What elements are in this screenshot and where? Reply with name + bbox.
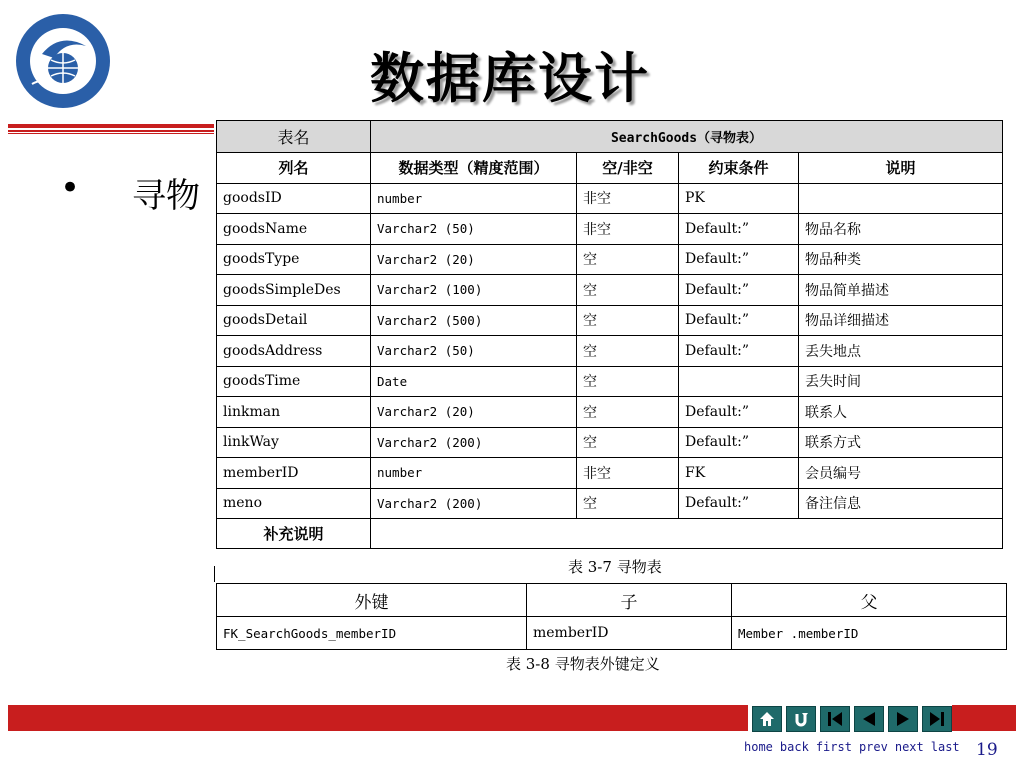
cell-data-type: Varchar2 (200) [371, 427, 577, 458]
home-button[interactable] [752, 706, 782, 732]
divider [214, 566, 215, 582]
column-header: 父 [732, 584, 1007, 617]
cell-constraint: Default:” [679, 275, 799, 306]
table-row [217, 366, 1003, 397]
cell-constraint: Default:” [679, 427, 799, 458]
cell-column-name: memberID [217, 458, 371, 489]
cell-column-name: goodsAddress [217, 336, 371, 367]
cell-description: 丢失时间 [799, 366, 1003, 397]
foreign-key-table [216, 583, 1007, 650]
cell-nullable: 空 [577, 244, 679, 275]
cell-description: 丢失地点 [799, 336, 1003, 367]
cell-nullable: 非空 [577, 214, 679, 245]
column-header: 外键 [217, 584, 527, 617]
table-row [217, 275, 1003, 306]
note-value [371, 519, 1003, 549]
cell-nullable: 空 [577, 427, 679, 458]
cell-column-name: goodsID [217, 183, 371, 214]
cell-nullable: 非空 [577, 183, 679, 214]
cell-description: 物品详细描述 [799, 305, 1003, 336]
cell-data-type: Varchar2 (100) [371, 275, 577, 306]
prev-icon [860, 710, 878, 728]
slide-navigation [752, 706, 952, 732]
table-image [214, 120, 1010, 673]
nav-label-prev[interactable]: prev [858, 740, 888, 754]
fk-row [217, 617, 1007, 650]
last-icon [928, 710, 946, 728]
nav-label-back[interactable]: back [779, 740, 809, 754]
cell-data-type: number [371, 183, 577, 214]
cell-constraint: Default:” [679, 244, 799, 275]
table-title-row [217, 121, 1003, 153]
nav-labels [744, 740, 967, 754]
cell-column-name: goodsSimpleDes [217, 275, 371, 306]
bullet-text: 寻物 [132, 176, 200, 216]
nav-label-last[interactable]: last [930, 740, 960, 754]
column-header: 空/非空 [577, 153, 679, 184]
table-name-label: 表名 [217, 121, 371, 153]
cell-data-type: Varchar2 (500) [371, 305, 577, 336]
fk-parent: Member .memberID [732, 617, 1007, 650]
first-icon [826, 710, 844, 728]
nav-label-first[interactable]: first [815, 740, 852, 754]
first-button[interactable] [820, 706, 850, 732]
table-row [217, 305, 1003, 336]
table-note-row [217, 519, 1003, 549]
cell-description: 物品种类 [799, 244, 1003, 275]
page-number: 19 [976, 740, 998, 760]
cell-nullable: 空 [577, 336, 679, 367]
cell-column-name: goodsName [217, 214, 371, 245]
back-button[interactable] [786, 706, 816, 732]
cell-nullable: 空 [577, 397, 679, 428]
footer-bar [8, 705, 748, 731]
cell-constraint: Default:” [679, 305, 799, 336]
note-label: 补充说明 [217, 519, 371, 549]
last-button[interactable] [922, 706, 952, 732]
fk-header-row [217, 584, 1007, 617]
column-header: 约束条件 [679, 153, 799, 184]
table-row [217, 427, 1003, 458]
cell-data-type: Varchar2 (50) [371, 214, 577, 245]
cell-constraint: Default:” [679, 336, 799, 367]
table-row [217, 183, 1003, 214]
cell-data-type: Varchar2 (20) [371, 244, 577, 275]
home-icon [758, 710, 776, 728]
cell-column-name: goodsType [217, 244, 371, 275]
nav-label-next[interactable]: next [894, 740, 924, 754]
cell-description: 备注信息 [799, 488, 1003, 519]
column-header: 子 [527, 584, 732, 617]
cell-constraint: FK [679, 458, 799, 489]
cell-constraint: Default:” [679, 488, 799, 519]
cell-column-name: meno [217, 488, 371, 519]
cell-constraint [679, 366, 799, 397]
cell-description: 物品名称 [799, 214, 1003, 245]
fk-name: FK_SearchGoods_memberID [217, 617, 527, 650]
table-caption: 表 3-7 寻物表 [568, 558, 662, 576]
nav-label-home[interactable]: home [744, 740, 773, 754]
cell-data-type: number [371, 458, 577, 489]
cell-data-type: Varchar2 (20) [371, 397, 577, 428]
cell-constraint: Default:” [679, 214, 799, 245]
cell-nullable: 空 [577, 366, 679, 397]
cell-column-name: goodsDetail [217, 305, 371, 336]
cell-description: 物品简单描述 [799, 275, 1003, 306]
cell-column-name: linkman [217, 397, 371, 428]
title-underline [8, 124, 216, 134]
cell-description [799, 183, 1003, 214]
fk-table-caption: 表 3-8 寻物表外键定义 [506, 655, 660, 673]
cell-data-type: Varchar2 (200) [371, 488, 577, 519]
cell-column-name: goodsTime [217, 366, 371, 397]
table-header-row [217, 153, 1003, 184]
cell-data-type: Date [371, 366, 577, 397]
cell-data-type: Varchar2 (50) [371, 336, 577, 367]
page-title: 数据库设计 [370, 46, 650, 110]
footer-bar-right [952, 705, 1016, 731]
table-name-value: SearchGoods（寻物表） [371, 121, 1003, 153]
cell-column-name: linkWay [217, 427, 371, 458]
cell-constraint: PK [679, 183, 799, 214]
prev-button[interactable] [854, 706, 884, 732]
table-row [217, 488, 1003, 519]
school-logo [14, 12, 112, 110]
column-header: 说明 [799, 153, 1003, 184]
column-header: 数据类型（精度范围） [371, 153, 577, 184]
next-icon [894, 710, 912, 728]
cell-constraint: Default:” [679, 397, 799, 428]
cell-description: 联系人 [799, 397, 1003, 428]
table-row [217, 244, 1003, 275]
column-header: 列名 [217, 153, 371, 184]
cell-nullable: 空 [577, 305, 679, 336]
cell-nullable: 空 [577, 488, 679, 519]
table-row [217, 336, 1003, 367]
table-row [217, 214, 1003, 245]
bullet-marker: • [60, 168, 81, 208]
back-icon [792, 710, 810, 728]
cell-description: 联系方式 [799, 427, 1003, 458]
table-row [217, 458, 1003, 489]
cell-description: 会员编号 [799, 458, 1003, 489]
cell-nullable: 非空 [577, 458, 679, 489]
cell-nullable: 空 [577, 275, 679, 306]
fk-child: memberID [527, 617, 732, 650]
next-button[interactable] [888, 706, 918, 732]
searchgoods-table [216, 120, 1003, 549]
table-row [217, 397, 1003, 428]
